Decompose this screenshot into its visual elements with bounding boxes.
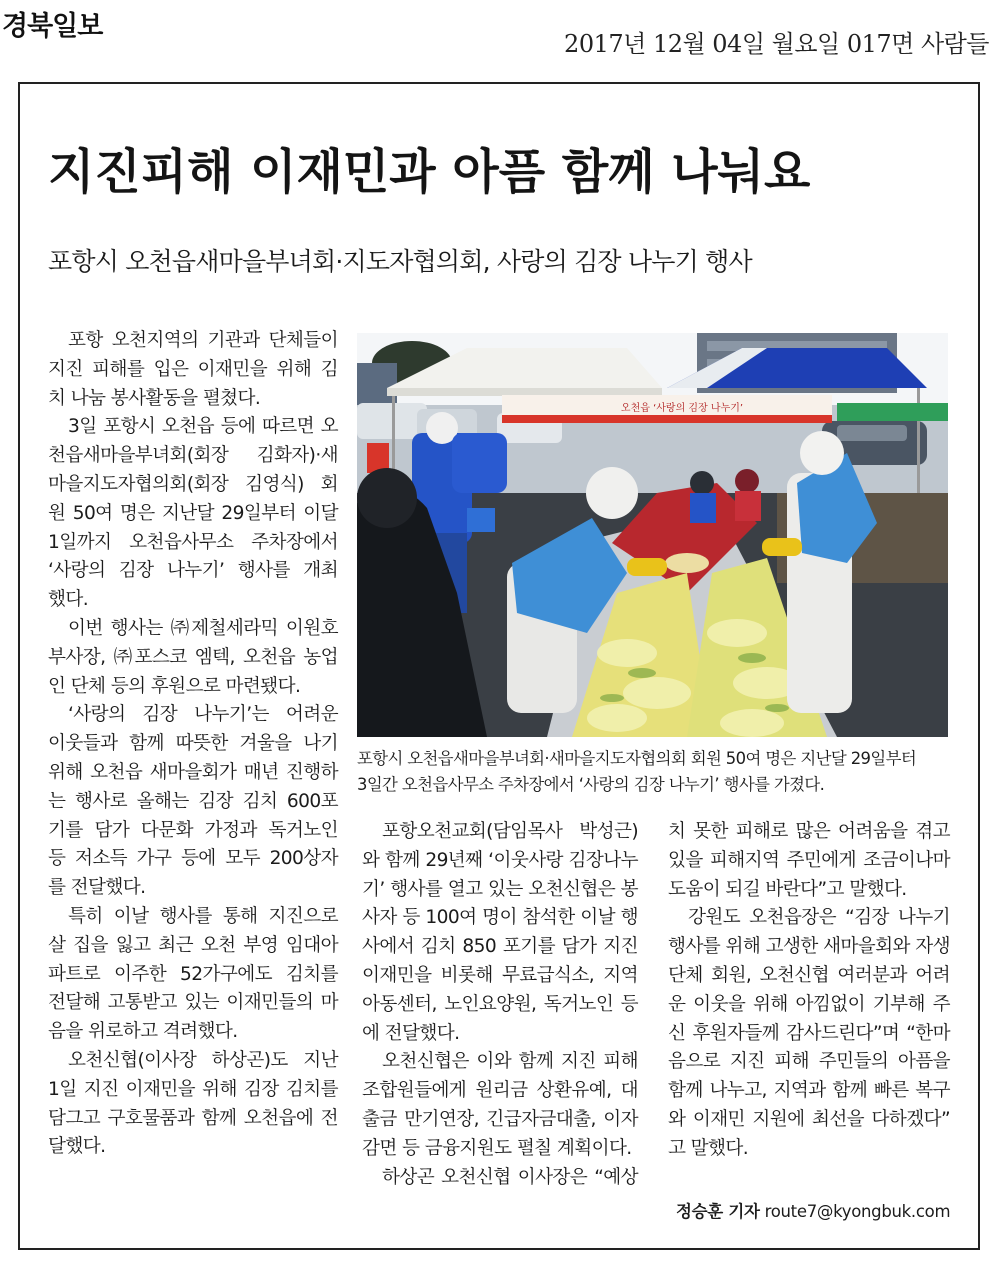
body-text-line: 특히 이날 행사를 통해 지진으로 [68, 905, 338, 927]
article-column-1 [48, 327, 338, 1162]
body-text-line: 운 이웃을 위해 아낌없이 기부해 주 [668, 993, 950, 1015]
body-text-line: 천읍새마을부녀회(회장 김화자)·새 [48, 445, 338, 467]
body-text-line: 단체 회원, 오천신협 여러분과 어려 [668, 964, 950, 986]
body-text-line: 를 전달했다. [48, 877, 146, 899]
body-text-line: 함께 나누고, 지역과 함께 빠른 복구 [668, 1080, 950, 1102]
article-column-2 [362, 818, 638, 1192]
svg-text:오천읍 ‘사랑의 김장 나누기’: 오천읍 ‘사랑의 김장 나누기’ [620, 403, 744, 414]
body-text-line: 담그고 구호물품과 함께 오천읍에 전 [48, 1107, 338, 1129]
body-text-line: 신 후원자들께 감사드린다”며 “한마 [668, 1022, 950, 1044]
body-text-line: 아동센터, 노인요양원, 독거노인 등 [362, 993, 638, 1015]
body-text-line: 고 말했다. [668, 1137, 749, 1159]
body-text-line: 이번 행사는 ㈜제철세라믹 이원호 [68, 617, 338, 639]
body-text-line: 행사를 위해 고생한 새마을회와 자생 [668, 936, 950, 958]
body-text-line: 치 나눔 봉사활동을 펼쳤다. [48, 387, 261, 409]
body-text-line: 는 행사로 올해는 김장 김치 600포 [48, 790, 338, 812]
byline [676, 1198, 950, 1222]
photo-caption [357, 746, 957, 798]
body-text-line: 기를 담가 다문화 가정과 독거노인 [48, 819, 338, 841]
body-text-line: 하상곤 오천신협 이사장은 “예상 [382, 1166, 638, 1188]
masthead-logo: 경북일보 [2, 11, 103, 42]
body-text-line: 부사장, ㈜포스코 엠텍, 오천읍 농업 [48, 646, 338, 668]
body-text-line: 사에서 김치 850 포기를 담가 지진 [362, 936, 638, 958]
body-text-line: 있을 피해지역 주민에게 조금이나마 [668, 849, 950, 871]
reporter-name: 정승훈 기자 [676, 1202, 760, 1221]
caption-line: 포항시 오천읍새마을부녀회·새마을지도자협의회 회원 50여 명은 지난달 29일부터 [357, 749, 917, 768]
body-text-line: 음을 위로하고 격려했다. [48, 1021, 238, 1043]
body-text-line: 달했다. [48, 1136, 106, 1158]
body-text-line: 파트로 이주한 52가구에도 김치를 [48, 963, 338, 985]
body-text-line: 등 저소득 가구 등에 모두 200상자 [48, 848, 338, 870]
body-text-line: 와 이재민 지원에 최선을 다하겠다” [668, 1108, 950, 1130]
dateline: 2017년 12월 04일 월요일 017면 사람들 [564, 30, 989, 58]
body-text-line: 이웃들과 함께 따뜻한 겨울을 나기 [48, 733, 338, 755]
body-text-line: 위해 오천읍 새마을회가 매년 진행하 [48, 761, 338, 783]
body-text-line: 마을지도자협의회(회장 김영식) 회 [48, 473, 338, 495]
caption-line: 3일간 오천읍사무소 주차장에서 ‘사랑의 김장 나누기’ 행사를 가졌다. [357, 775, 825, 794]
article-column-3 [668, 818, 950, 1164]
body-text-line: 원 50여 명은 지난달 29일부터 이달 [48, 502, 338, 524]
body-text-line: ‘사랑의 김장 나누기’ 행사를 개최 [48, 560, 338, 582]
body-text-line: 포항 오천지역의 기관과 단체들이 [68, 330, 338, 351]
body-text-line: 오천신협(이사장 하상곤)도 지난 [68, 1049, 338, 1071]
body-text-line: 에 전달했다. [362, 1022, 460, 1044]
body-text-line: 인 단체 등의 후원으로 마련됐다. [48, 675, 301, 697]
kimjang-event-photo [357, 333, 948, 737]
body-text-line: 출금 만기연장, 긴급자금대출, 이자 [362, 1108, 638, 1130]
body-text-line: 치 못한 피해로 많은 어려움을 겪고 [668, 821, 950, 842]
headline: 지진피해 이재민과 아픔 함께 나눠요 [48, 144, 811, 200]
body-text-line: 살 집을 잃고 최근 오천 부영 임대아 [48, 934, 338, 956]
body-text-line: 지진 피해를 입은 이재민을 위해 김 [48, 358, 338, 380]
body-text-line: 감면 등 금융지원도 펼칠 계획이다. [362, 1137, 632, 1159]
body-text-line: 와 함께 29년째 ‘이웃사랑 김장나누 [362, 849, 638, 871]
body-text-line: 1일까지 오천읍사무소 주차장에서 [48, 531, 338, 553]
body-text-line: 도움이 되길 바란다”고 말했다. [668, 878, 907, 900]
body-text-line: 1일 지진 이재민을 위해 김장 김치를 [48, 1078, 338, 1100]
body-text-line: 강원도 오천읍장은 “김장 나누기 [688, 907, 950, 929]
body-text-line: 포항오천교회(담임목사 박성근) [382, 821, 638, 842]
article-photo [357, 333, 948, 737]
body-text-line: 기’ 행사를 열고 있는 오천신협은 봉 [362, 878, 638, 900]
body-text-line: 3일 포항시 오천읍 등에 따르면 오 [68, 416, 338, 438]
reporter-email[interactable]: route7@kyongbuk.com [764, 1202, 951, 1221]
body-text-line: 오천신협은 이와 함께 지진 피해 [382, 1051, 638, 1073]
subheadline: 포항시 오천읍새마을부녀회·지도자협의회, 사랑의 김장 나누기 행사 [48, 247, 752, 276]
body-text-line: 했다. [48, 589, 89, 611]
body-text-line: 사자 등 100여 명이 참석한 이날 행 [362, 907, 638, 929]
body-text-line: 이재민을 비롯해 무료급식소, 지역 [362, 964, 638, 986]
body-text-line: ‘사랑의 김장 나누기’는 어려운 [68, 704, 338, 726]
body-text-line: 음으로 지진 피해 주민들의 아픔을 [668, 1051, 950, 1073]
body-text-line: 전달해 고통받고 있는 이재민들의 마 [48, 992, 338, 1014]
body-text-line: 조합원들에게 원리금 상환유예, 대 [362, 1080, 638, 1102]
